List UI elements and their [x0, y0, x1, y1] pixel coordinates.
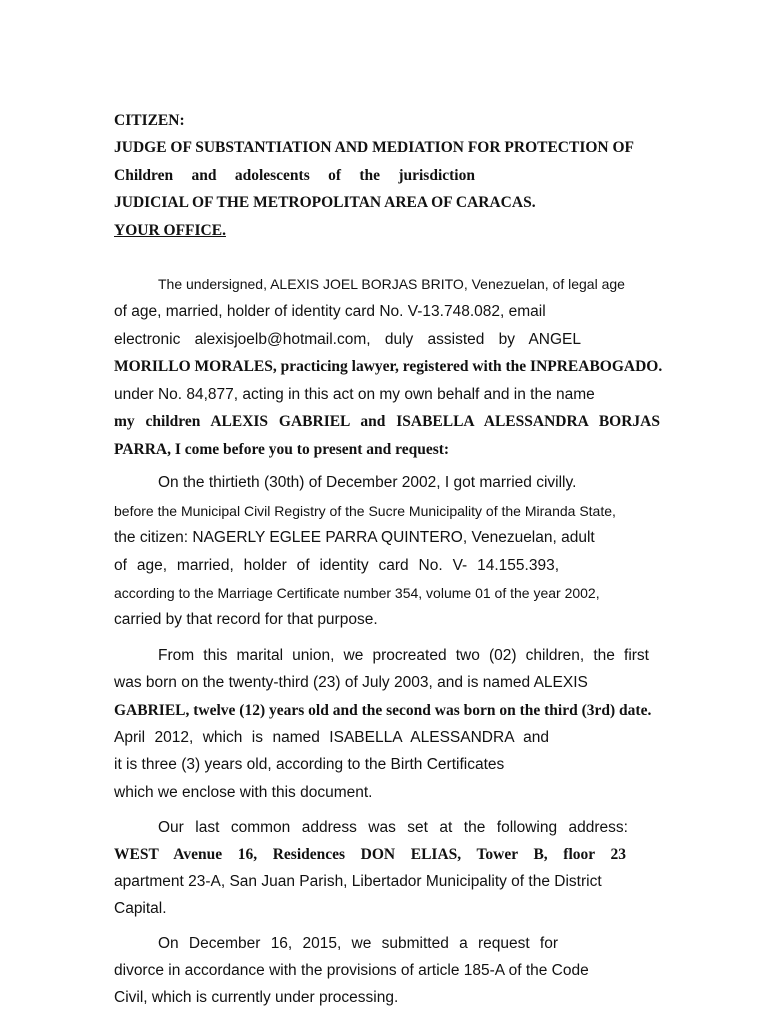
p2-line-4: of age, married, holder of identity card No. V- 14.155.393, — [114, 557, 559, 574]
addressee: CITIZEN: — [114, 112, 185, 129]
p4-line-4: Capital. — [114, 900, 167, 917]
p3-line-4: April 2012, which is named ISABELLA ALESSANDRA and — [114, 729, 549, 746]
p2-line-6: carried by that record for that purpose. — [114, 611, 378, 628]
p5-line-1: On December 16, 2015, we submitted a request for — [158, 935, 558, 952]
p1-line-1: The undersigned, ALEXIS JOEL BORJAS BRITO, Venezuelan, of legal age — [158, 276, 625, 292]
p2-line-5: according to the Marriage Certificate number 354, volume 01 of the year 2002, — [114, 585, 600, 601]
p3-line-3: GABRIEL, twelve (12) years old and the second was born on the third (3rd) date. — [114, 702, 652, 719]
p2-line-2: before the Municipal Civil Registry of the Sucre Municipality of the Miranda State, — [114, 503, 616, 519]
p1-line-3: electronic alexisjoelb@hotmail.com, duly assisted by ANGEL — [114, 331, 581, 348]
p4-line-1: Our last common address was set at the following address: — [158, 819, 628, 836]
p3-line-6: which we enclose with this document. — [114, 784, 373, 801]
p1-line-5: under No. 84,877, acting in this act on my own behalf and in the name — [114, 386, 595, 403]
p3-line-1: From this marital union, we procreated two (02) children, the first — [158, 647, 649, 664]
p2-line-3: the citizen: NAGERLY EGLEE PARRA QUINTERO, Venezuelan, adult — [114, 529, 595, 546]
p4-line-3: apartment 23-A, San Juan Parish, Libertador Municipality of the District — [114, 873, 602, 890]
p4-line-2: WEST Avenue 16, Residences DON ELIAS, Tower B, floor 23 — [114, 846, 626, 863]
p1-line-2: of age, married, holder of identity card No. V-13.748.082, email — [114, 303, 546, 320]
court-line-2: Children and adolescents of the jurisdiction — [114, 167, 475, 184]
p3-line-5: it is three (3) years old, according to the Birth Certificates — [114, 756, 505, 773]
office-line: YOUR OFFICE. — [114, 222, 226, 239]
p1-line-4: MORILLO MORALES, practicing lawyer, registered with the INPREABOGADO. — [114, 358, 663, 375]
p3-line-2: was born on the twenty-third (23) of July 2003, and is named ALEXIS — [114, 674, 588, 691]
p1-line-7: PARRA, I come before you to present and request: — [114, 441, 450, 458]
court-line-1: JUDGE OF SUBSTANTIATION AND MEDIATION FOR PROTECTION OF — [114, 139, 635, 156]
p2-line-1: On the thirtieth (30th) of December 2002, I got married civilly. — [158, 474, 577, 491]
court-line-3: JUDICIAL OF THE METROPOLITAN AREA OF CARACAS. — [114, 194, 536, 211]
p1-line-6: my children ALEXIS GABRIEL and ISABELLA ALESSANDRA BORJAS — [114, 413, 660, 430]
p5-line-2: divorce in accordance with the provisions of article 185-A of the Code — [114, 962, 589, 979]
p5-line-3: Civil, which is currently under processing. — [114, 989, 399, 1006]
